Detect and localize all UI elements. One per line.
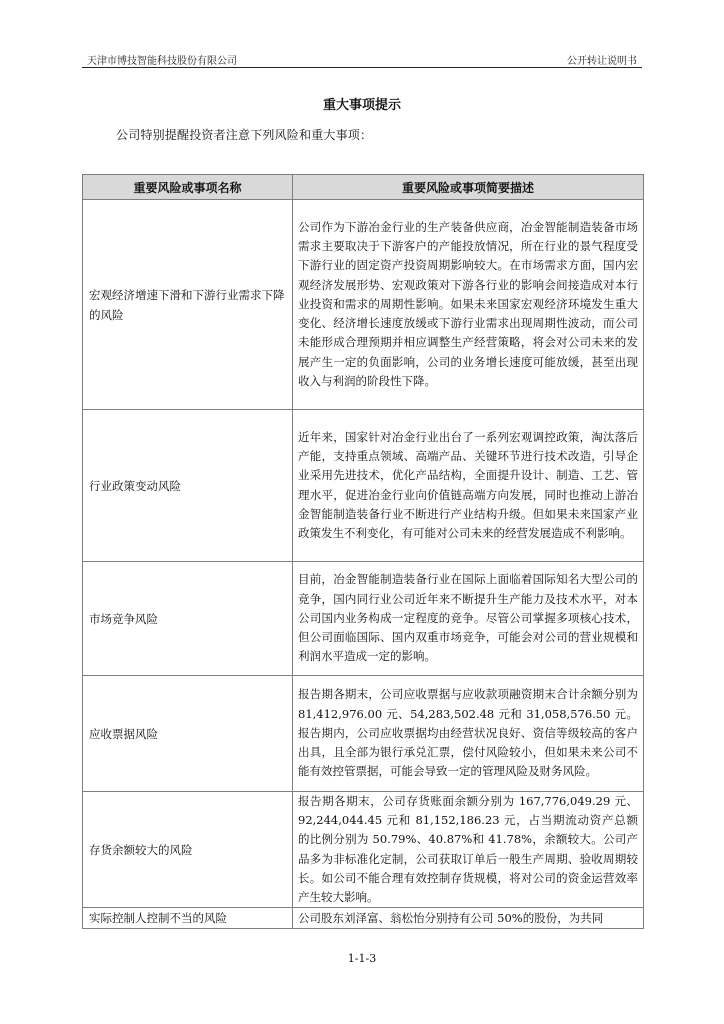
risk-description: 报告期各期末，公司应收票据与应收款项融资期末合计余额分别为 81,412,976.00 元、54,283,502.48 元和 31,058,576.50 元。报告期内，公司应收票据均由经营状况良好、资信等级较高的客户出具，且全部为银行承兑汇票，偿付风险较小，但如果未来公司不能有效控管票据，可能会导致一定的管理风险及财务风险。 xyxy=(293,676,644,792)
risk-description: 公司股东刘泽富、翁松怡分别持有公司 50%的股份，为共同 xyxy=(293,908,644,929)
risk-name: 市场竞争风险 xyxy=(83,562,293,676)
risk-description: 报告期各期末，公司存货账面余额分别为 167,776,049.29 元、92,244,044.45 元和 81,152,186.23 元，占当期流动资产总额的比例分别为 50.79%、40.87%和 41.78%，余额较大。公司产品多为非标准化定制，公司获取订单后一般生产周期、验收周期较长。如公司不能合理有效控制存货规模，将对公司的资金运营效率产生较大影响。 xyxy=(293,792,644,908)
risk-description: 公司作为下游冶金行业的生产装备供应商，冶金智能制造装备市场需求主要取决于下游客户的产能投放情况，所在行业的景气程度受下游行业的固定资产投资周期影响较大。在市场需求方面，国内宏观经济发展形势、宏观政策对下游各行业的影响会间接造成对本行业投资和需求的周期性影响。如果未来国家宏观经济环境发生重大变化、经济增长速度放缓或下游行业需求出现周期性波动，而公司未能形成合理预期并相应调整生产经营策略，将会对公司未来的发展产生一定的负面影响，公司的业务增长速度可能放缓，甚至出现收入与利润的阶段性下降。 xyxy=(293,200,644,410)
table-row xyxy=(83,562,644,676)
table-row xyxy=(83,792,644,908)
column-header-description: 重要风险或事项简要描述 xyxy=(293,175,644,200)
table-header-row xyxy=(83,175,644,200)
header-divider xyxy=(82,67,642,68)
table-row xyxy=(83,676,644,792)
page-number: 1-1-3 xyxy=(347,952,377,965)
page-title: 重大事项提示 xyxy=(322,98,401,113)
risk-name: 实际控制人控制不当的风险 xyxy=(83,908,293,929)
column-header-name: 重要风险或事项名称 xyxy=(83,175,293,200)
page-header xyxy=(82,52,642,66)
table-row xyxy=(83,410,644,562)
table-row xyxy=(83,908,644,929)
header-company-name: 天津市博技智能科技股份有限公司 xyxy=(87,56,237,67)
header-document-type: 公开转让说明书 xyxy=(567,56,637,67)
intro-paragraph: 公司特别提醒投资者注意下列风险和重大事项： xyxy=(116,128,373,142)
risk-description: 目前，冶金智能制造装备行业在国际上面临着国际知名大型公司的竞争，国内同行业公司近年来不断提升生产能力及技术水平，对本公司国内业务构成一定程度的竞争。尽管公司掌握多项核心技术，但公司面临国际、国内双重市场竞争，可能会对公司的营业规模和利润水平造成一定的影响。 xyxy=(293,562,644,676)
risk-name: 宏观经济增速下滑和下游行业需求下降的风险 xyxy=(83,200,293,410)
risk-name: 存货余额较大的风险 xyxy=(83,792,293,908)
risk-description: 近年来，国家针对冶金行业出台了一系列宏观调控政策，淘汰落后产能，支持重点领域、高端产品、关键环节进行技术改造，引导企业采用先进技术，优化产品结构，全面提升设计、制造、工艺、管理水平，促进冶金行业向价值链高端方向发展，同时也推动上游冶金智能制造装备行业不断进行产业结构升级。但如果未来国家产业政策发生不利变化，有可能对公司未来的经营发展造成不利影响。 xyxy=(293,410,644,562)
risk-name: 应收票据风险 xyxy=(83,676,293,792)
risk-table xyxy=(82,174,644,929)
table-row xyxy=(83,200,644,410)
risk-name: 行业政策变动风险 xyxy=(83,410,293,562)
